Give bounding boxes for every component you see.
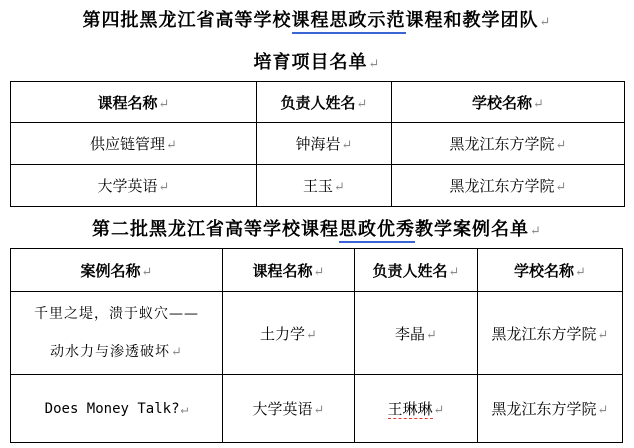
title3-part-c: 教学案例名单 <box>415 219 530 240</box>
table-row <box>11 292 623 375</box>
table-cell: Does Money Talk?↵ <box>11 375 223 443</box>
table-cell: 供应链管理↵ <box>11 123 257 165</box>
demo-course-table <box>10 81 625 207</box>
title1-part-b: 课程思政示范 <box>292 10 406 34</box>
column-header: 案例名称↵ <box>11 249 223 292</box>
table-cell: 大学英语↵ <box>223 375 355 443</box>
column-header: 学校名称↵ <box>478 249 623 292</box>
table-cell: 黑龙江东方学院↵ <box>478 375 623 443</box>
column-header: 课程名称↵ <box>223 249 355 292</box>
title3-part-b: 思政优秀 <box>339 219 415 243</box>
column-header: 课程名称↵ <box>11 82 257 123</box>
table-header-row <box>11 249 623 292</box>
title1-part-a: 第四批黑龙江省高等学校 <box>82 10 292 31</box>
table-header-row <box>11 82 625 123</box>
title-line-1 <box>0 6 634 32</box>
table-cell: 黑龙江东方学院↵ <box>478 292 623 375</box>
paragraph-mark-icon: ↵ <box>539 15 552 30</box>
table-cell: 李晶↵ <box>355 292 478 375</box>
column-header: 负责人姓名↵ <box>355 249 478 292</box>
column-header: 负责人姓名↵ <box>257 82 392 123</box>
case-title-line-2: 动水力与渗透破坏↵ <box>50 343 183 360</box>
teaching-case-table <box>10 248 623 443</box>
table-cell: 王琳琳↵ <box>355 375 478 443</box>
paragraph-mark-icon: ↵ <box>530 224 542 239</box>
title-line-3 <box>0 215 634 241</box>
column-header: 学校名称↵ <box>392 82 625 123</box>
table-row <box>11 165 625 207</box>
table-cell <box>11 292 223 375</box>
table-cell: 土力学↵ <box>223 292 355 375</box>
table-row <box>11 123 625 165</box>
table-row <box>11 375 623 443</box>
title1-part-c: 课程和教学团队 <box>405 10 539 31</box>
case-title-line-1: 千里之堤，溃于蚁穴—— <box>34 305 199 322</box>
title2-text: 培育项目名单 <box>253 52 368 73</box>
title-line-2 <box>0 48 634 74</box>
title3-part-a: 第二批黑龙江省高等学校课程 <box>92 219 340 240</box>
table-cell: 黑龙江东方学院↵ <box>392 165 625 207</box>
table-cell: 大学英语↵ <box>11 165 257 207</box>
table-cell: 黑龙江东方学院↵ <box>392 123 625 165</box>
table-cell: 王玉↵ <box>257 165 392 207</box>
paragraph-mark-icon: ↵ <box>368 57 381 72</box>
table-cell: 钟海岩↵ <box>257 123 392 165</box>
